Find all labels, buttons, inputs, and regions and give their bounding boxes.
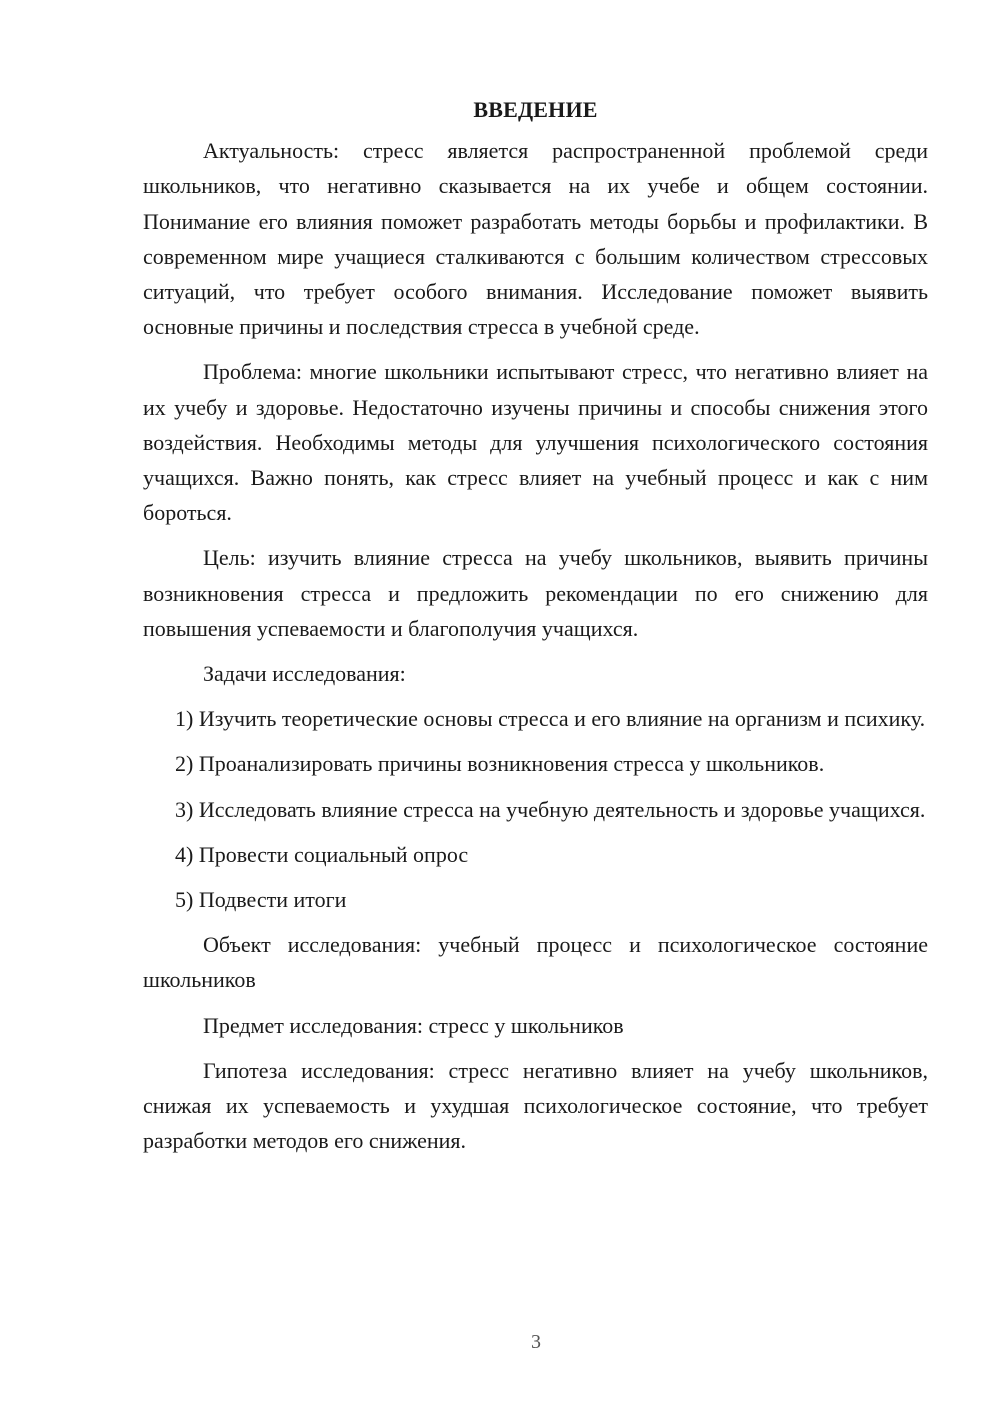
document-page <box>143 92 928 1168</box>
goal-paragraph: Цель: изучить влияние стресса на учебу школьников, выявить причины возникновения стресса и предложить рекомендации по его снижению для повышения успеваемости и благополучия учащихся. <box>143 545 928 641</box>
task-item-4: 4) Провести социальный опрос <box>175 841 469 867</box>
subject-paragraph: Предмет исследования: стресс у школьников <box>203 1012 624 1038</box>
object-paragraph: Объект исследования: учебный процесс и психологическое состояние школьников <box>143 932 928 993</box>
task-item-5: 5) Подвести итоги <box>175 887 347 913</box>
problem-paragraph: Проблема: многие школьники испытывают стресс, что негативно влияет на их учебу и здоровье. Недостаточно изучены причины и способы снижения этого воздействия. Необходимы методы для улучшения психологического состояния учащихся. Важно понять, как стресс влияет на учебный процесс и как с ним бороться. <box>143 359 928 526</box>
relevance-paragraph: Актуальность: стресс является распространенной проблемой среди школьников, что негативно сказывается на их учебе и общем состоянии. Понимание его влияния поможет разработать методы борьбы и профилактики. В современном мире учащиеся сталкиваются с большим количеством стрессовых ситуаций, что требует особого внимания. Исследование поможет выявить основные причины и последствия стресса в учебной среде. <box>143 138 928 340</box>
task-item-1: 1) Изучить теоретические основы стресса и его влияние на организм и психику. <box>175 706 926 732</box>
task-item-3: 3) Исследовать влияние стресса на учебную деятельность и здоровье учащихся. <box>175 796 926 822</box>
hypothesis-paragraph: Гипотеза исследования: стресс негативно влияет на учебу школьников, снижая их успеваемость и ухудшая психологическое состояние, что требует разработки методов его снижения. <box>143 1057 928 1154</box>
task-item-2: 2) Проанализировать причины возникновения стресса у школьников. <box>175 751 825 777</box>
tasks-title: Задачи исследования: <box>203 661 406 687</box>
page-number: 3 <box>531 1331 541 1353</box>
section-heading: ВВЕДЕНИЕ <box>473 97 598 122</box>
